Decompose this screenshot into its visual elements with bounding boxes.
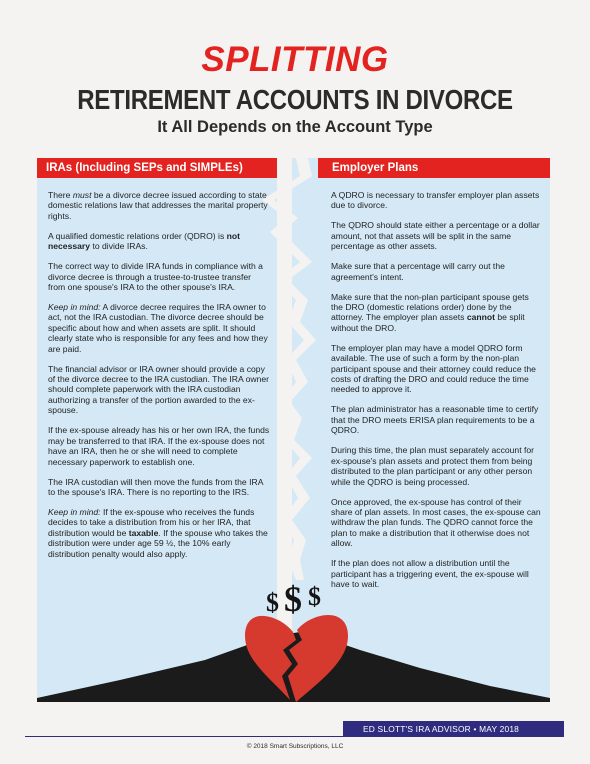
left-column-heading: IRAs (Including SEPs and SIMPLEs) (37, 158, 277, 178)
paragraph: If the ex-spouse already has his or her own IRA, the funds may be transferred to that IRA. If the ex-spouse does not have an IRA, then he or she will need to complete necessary paperwork to establish one. (48, 425, 270, 467)
left-column-text (48, 190, 270, 569)
right-column-heading: Employer Plans (318, 158, 550, 178)
right-column-text (331, 190, 543, 599)
paragraph: The QDRO should state either a percentage or a dollar amount, not that assets will be split in the same percentage as other assets. (331, 220, 540, 252)
paragraph: The employer plan may have a model QDRO form available. The use of such a form by the non-plan participant spouse and their attorney could reduce the costs of drafting the DRO and could reduce the time needed to approve it. (331, 342, 536, 395)
title-splitting: SPLITTING (201, 40, 389, 79)
copyright-notice: © 2018 Smart Subscriptions, LLC (246, 743, 344, 750)
paragraph: There must be a divorce decree issued according to state domestic relations law that addresses the marital property rights. (48, 190, 268, 221)
dollar-sign-icon: $ (308, 582, 321, 611)
paragraph: The correct way to divide IRA funds in compliance with a divorce decree is through a trustee-to-trustee transfer from one spouse's IRA to the other spouse's IRA. (48, 261, 263, 293)
paragraph: Make sure that the non-plan participant spouse gets the DRO (domestic relations order) done by the attorney. The employer plan assets cannot be split without the DRO. (331, 291, 529, 333)
paragraph: If the plan does not allow a distribution until the participant has a triggering event, the ex-spouse will have to wait. (331, 558, 529, 589)
paragraph: During this time, the plan must separately account for ex-spouse's plan assets and protect them from being distributed to the plan participant or any other person while the QDRO is being processed. (331, 445, 535, 487)
paragraph: A qualified domestic relations order (QDRO) is not necessary to divide IRAs. (48, 230, 241, 252)
paragraph: Once approved, the ex-spouse has control of their share of plan assets. In most cases, the ex-spouse can withdraw the plan funds. The QDRO cannot force the plan to make a distribution that it otherwise does not allow. (331, 496, 541, 549)
white-crack (262, 158, 316, 580)
title-main: RETIREMENT ACCOUNTS IN DIVORCE (77, 85, 513, 117)
paragraph: The financial advisor or IRA owner should provide a copy of the divorce decree to the IRA custodian. The IRA owner should complete paperwork with the IRA custodian authorizing a transfer of the portion awarded to the ex-spouse. (48, 363, 270, 416)
paragraph: Make sure that a percentage will carry out the agreement's intent. (331, 261, 505, 282)
paragraph: The IRA custodian will then move the funds from the IRA to the spouse's IRA. There is no reporting to the IRS. (48, 476, 263, 497)
paragraph: A QDRO is necessary to transfer employer plan assets due to divorce. (331, 190, 540, 211)
paragraph: The plan administrator has a reasonable time to certify that the DRO meets ERISA plan requirements to be a QDRO. (331, 404, 539, 436)
footer-publication-bar: ED SLOTT'S IRA ADVISOR • MAY 2018 (343, 721, 564, 737)
paragraph: Keep in mind: If the ex-spouse who receives the funds decides to take a distribution from his or her IRA, that distribution would be taxable. If the spouse who takes the distribution were under age 59 ½, the 10% early distribution penalty would also apply. (48, 506, 268, 559)
dollar-sign-icon: $ (266, 588, 279, 617)
footer-rule (25, 721, 343, 737)
paragraph: Keep in mind: A divorce decree requires the IRA owner to act, not the IRA custodian. The divorce decree should be specific about how and when assets are split. It should clearly state who is responsible for any fees and how they are paid. (48, 302, 268, 354)
subtitle: It All Depends on the Account Type (157, 118, 433, 136)
dollar-sign-icon: $ (284, 579, 302, 619)
